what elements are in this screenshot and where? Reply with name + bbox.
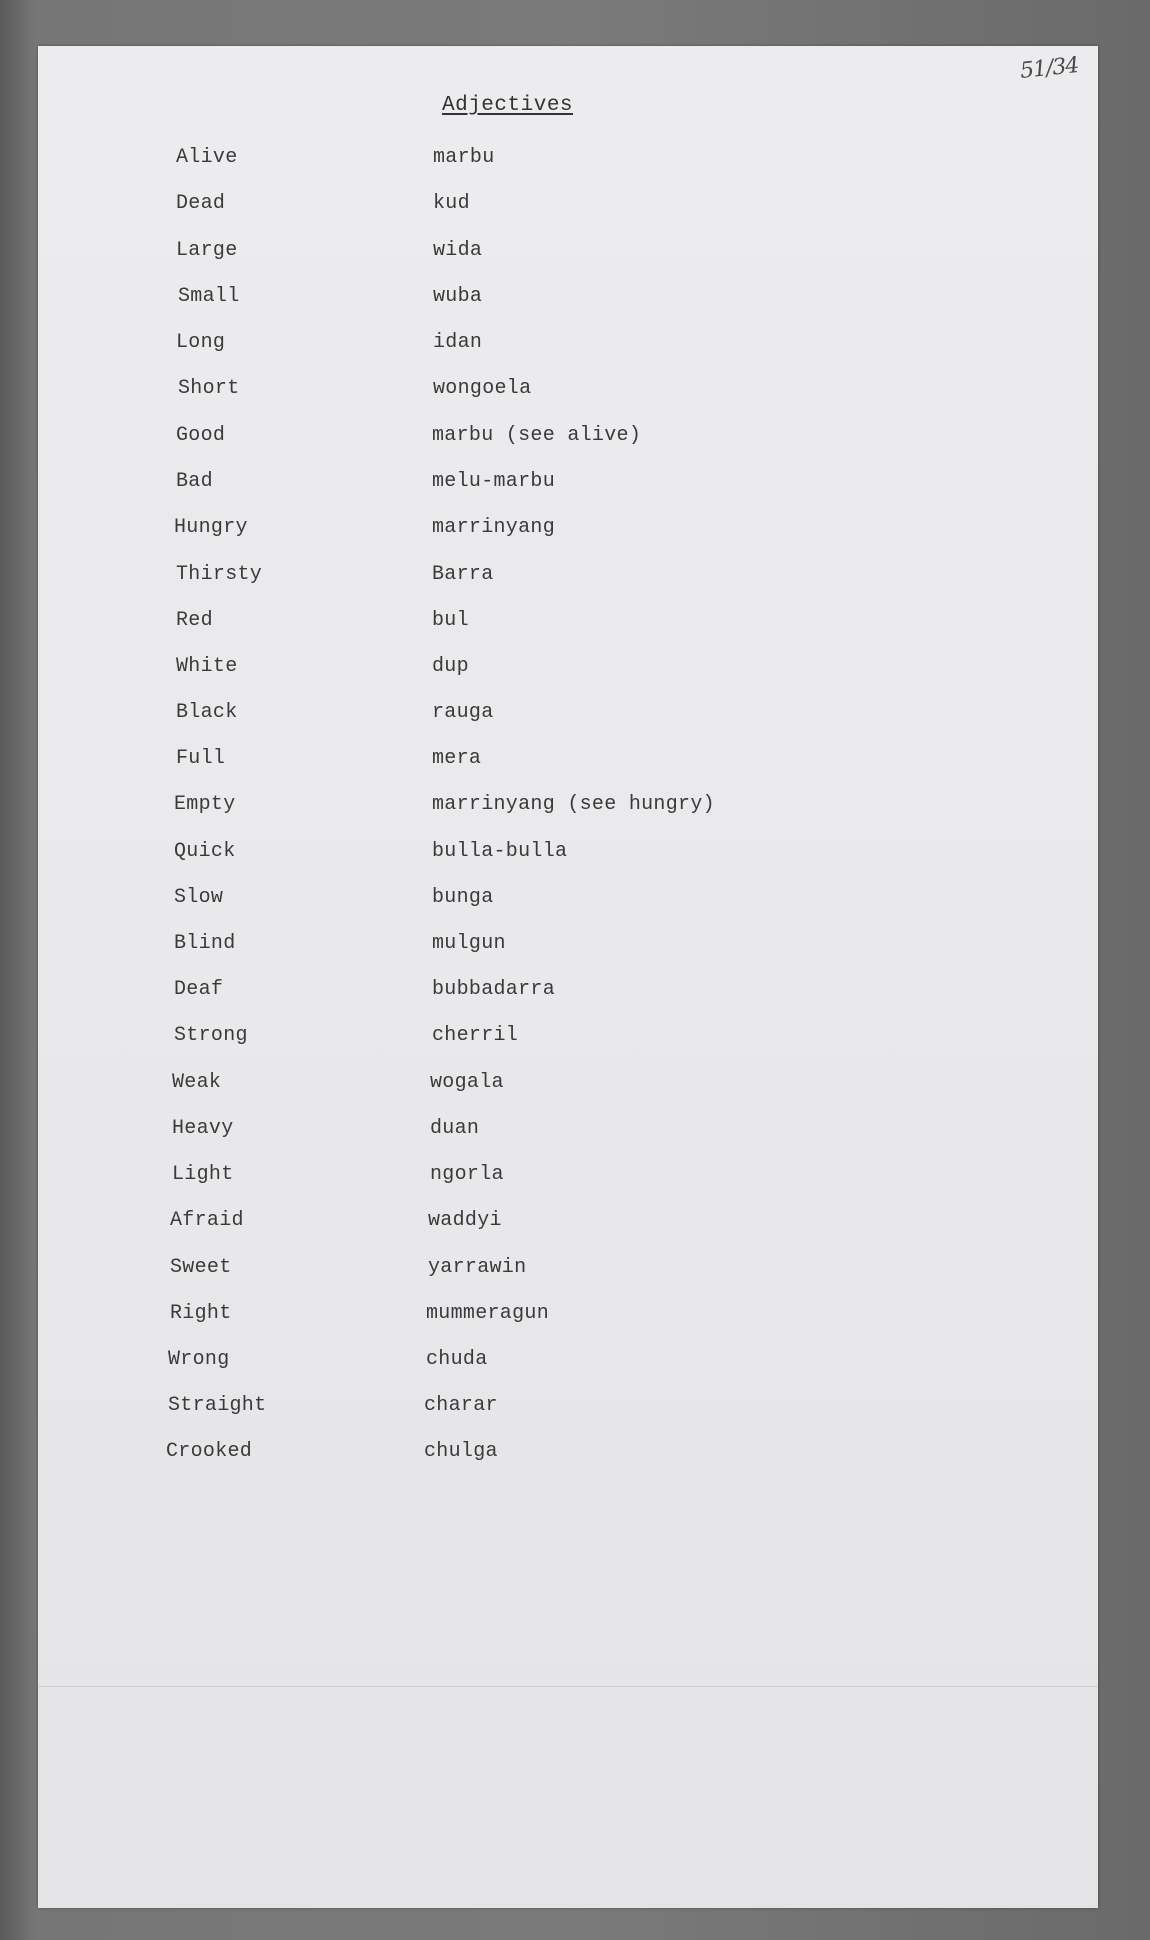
page-heading: Adjectives [442, 94, 574, 117]
english-word: Right [170, 1302, 232, 1325]
aboriginal-word: wuba [433, 285, 483, 308]
word-list [38, 46, 1098, 1908]
list-item [38, 192, 1098, 222]
aboriginal-word: cherril [432, 1024, 519, 1047]
aboriginal-word: idan [433, 331, 483, 354]
aboriginal-word: marrinyang [432, 516, 556, 539]
english-word: Weak [172, 1071, 222, 1094]
english-word: Strong [174, 1024, 248, 1047]
aboriginal-word: melu-marbu [432, 470, 556, 493]
aboriginal-word: duan [430, 1117, 480, 1140]
english-word: Afraid [170, 1209, 244, 1232]
aboriginal-word: wongoela [433, 377, 532, 400]
list-item [38, 1071, 1098, 1101]
english-word: Quick [174, 840, 236, 863]
aboriginal-word: chuda [426, 1348, 488, 1371]
aboriginal-word: mulgun [432, 932, 506, 955]
english-word: White [176, 655, 238, 678]
aboriginal-word: rauga [432, 701, 494, 724]
list-item [38, 978, 1098, 1008]
english-word: Crooked [166, 1440, 253, 1463]
aboriginal-word: dup [432, 655, 469, 678]
english-word: Small [178, 285, 240, 308]
list-item [38, 239, 1098, 269]
english-word: Hungry [174, 516, 248, 539]
list-item [38, 424, 1098, 454]
list-item [38, 793, 1098, 823]
aboriginal-word: marbu [433, 146, 495, 169]
aboriginal-word: bulla-bulla [432, 840, 568, 863]
list-item [38, 1394, 1098, 1424]
aboriginal-word: bunga [432, 886, 494, 909]
list-item [38, 377, 1098, 407]
aboriginal-word: yarrawin [428, 1256, 527, 1279]
english-word: Red [176, 609, 213, 632]
list-item [38, 609, 1098, 639]
folio-number: 51/34 [1018, 53, 1080, 84]
list-item [38, 1302, 1098, 1332]
english-word: Thirsty [176, 563, 263, 586]
aboriginal-word: bubbadarra [432, 978, 556, 1001]
aboriginal-word: waddyi [428, 1209, 502, 1232]
english-word: Sweet [170, 1256, 232, 1279]
list-item [38, 1209, 1098, 1239]
list-item [38, 1163, 1098, 1193]
aboriginal-word: chulga [424, 1440, 498, 1463]
list-item [38, 1256, 1098, 1286]
list-item [38, 331, 1098, 361]
aboriginal-word: wida [433, 239, 483, 262]
aboriginal-word: kud [433, 192, 470, 215]
english-word: Alive [176, 146, 238, 169]
english-word: Heavy [172, 1117, 234, 1140]
english-word: Short [178, 377, 240, 400]
document-page [38, 46, 1098, 1908]
english-word: Light [172, 1163, 234, 1186]
list-item [38, 146, 1098, 176]
aboriginal-word: marrinyang (see hungry) [432, 793, 715, 816]
english-word: Large [176, 239, 238, 262]
list-item [38, 932, 1098, 962]
english-word: Bad [176, 470, 213, 493]
list-item [38, 655, 1098, 685]
aboriginal-word: ngorla [430, 1163, 504, 1186]
list-item [38, 886, 1098, 916]
list-item [38, 470, 1098, 500]
english-word: Deaf [174, 978, 224, 1001]
english-word: Blind [174, 932, 236, 955]
aboriginal-word: mummeragun [426, 1302, 550, 1325]
list-item [38, 1440, 1098, 1470]
list-item [38, 516, 1098, 546]
english-word: Wrong [168, 1348, 230, 1371]
list-item [38, 1024, 1098, 1054]
list-item [38, 1117, 1098, 1147]
list-item [38, 285, 1098, 315]
aboriginal-word: Barra [432, 563, 494, 586]
english-word: Good [176, 424, 226, 447]
list-item [38, 563, 1098, 593]
list-item [38, 1348, 1098, 1378]
aboriginal-word: marbu (see alive) [432, 424, 642, 447]
list-item [38, 701, 1098, 731]
english-word: Full [176, 747, 226, 770]
aboriginal-word: charar [424, 1394, 498, 1417]
english-word: Empty [174, 793, 236, 816]
aboriginal-word: wogala [430, 1071, 504, 1094]
english-word: Straight [168, 1394, 267, 1417]
aboriginal-word: bul [432, 609, 469, 632]
english-word: Long [176, 331, 226, 354]
aboriginal-word: mera [432, 747, 482, 770]
list-item [38, 840, 1098, 870]
english-word: Black [176, 701, 238, 724]
english-word: Slow [174, 886, 224, 909]
list-item [38, 747, 1098, 777]
english-word: Dead [176, 192, 226, 215]
